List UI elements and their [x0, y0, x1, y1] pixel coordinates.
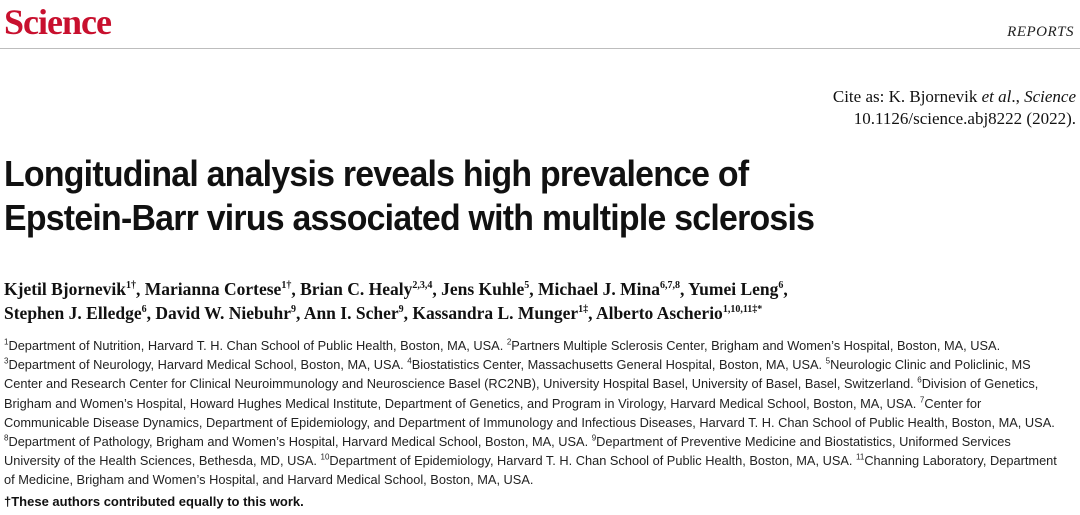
- citation-separator: .,: [1011, 87, 1025, 106]
- affiliation: [4, 434, 592, 449]
- citation-prefix: Cite as: K. Bjornevik: [832, 87, 982, 106]
- affiliation-text: Division of Genetics, Brigham and Women’s Hospital, Howard Hughes Medical Institute, Department of Genetics, and Program in Virology, Harvard Medical School, Boston, MA, USA.: [4, 376, 1039, 411]
- author[interactable]: [155, 303, 296, 323]
- author-affiliation-mark: 6: [141, 304, 147, 316]
- affiliation-text: Center for Communicable Disease Dynamics, Department of Epidemiology, and Department of Immunology and Infectious Diseases, Harvard T. H. Chan School of Public Health, Boston, MA, USA.: [4, 395, 1055, 430]
- author-affiliation-mark: 5: [524, 280, 530, 292]
- affiliation-text: Department of Pathology, Brigham and Women’s Hospital, Harvard Medical School, Boston, MA, USA.: [8, 434, 592, 450]
- affiliation-text: Neurologic Clinic and Policlinic, MS Center and Research Center for Clinical Neuroimmunology and Neuroscience Basel (RC2NB), University Hospital Basel, University of Basel, Basel, Switzerland.: [4, 357, 1031, 392]
- author[interactable]: [441, 279, 529, 299]
- affiliation-text: Partners Multiple Sclerosis Center, Brigham and Women’s Hospital, Boston, MA, USA.: [511, 338, 1001, 353]
- citation: [833, 86, 1076, 130]
- affiliation-number: 10: [320, 452, 330, 462]
- author-list: [4, 277, 1080, 325]
- author-affiliation-mark: 9: [291, 304, 297, 316]
- author-separator: ,: [588, 303, 596, 323]
- title-line-2: Epstein-Barr virus associated with multiple sclerosis: [4, 197, 815, 238]
- affiliation: [407, 357, 825, 372]
- author[interactable]: [145, 279, 292, 299]
- author-name: Michael J. Mina: [538, 279, 661, 299]
- citation-line-1: [833, 86, 1076, 108]
- author[interactable]: [300, 279, 432, 299]
- affiliations: [4, 336, 1066, 490]
- author[interactable]: [538, 279, 680, 299]
- affiliation-number: 6: [917, 376, 922, 386]
- author-name: Alberto Ascherio: [595, 303, 723, 323]
- author-separator: ,: [680, 279, 689, 299]
- affiliation: [507, 338, 1000, 353]
- author-affiliation-mark: 1†: [281, 280, 292, 292]
- author-separator: ,: [291, 279, 301, 299]
- author-affiliation-mark: 1,10,11‡*: [722, 304, 763, 316]
- affiliation-text: Channing Laboratory, Department of Medicine, Brigham and Women’s Hospital, and Harvard Medical School, Boston, MA, USA.: [4, 453, 1057, 488]
- author-name: David W. Niebuhr: [155, 303, 292, 323]
- equal-contribution-note: †These authors contributed equally to this work.: [4, 494, 304, 509]
- affiliation-number: 9: [591, 433, 597, 443]
- author-name: Ann I. Scher: [303, 303, 399, 323]
- author-separator: ,: [403, 303, 413, 323]
- author-name: Marianna Cortese: [144, 279, 282, 299]
- affiliation-text: Department of Neurology, Harvard Medical School, Boston, MA, USA.: [8, 357, 408, 373]
- author-name: Jens Kuhle: [441, 279, 525, 299]
- affiliation-number: 4: [407, 356, 412, 366]
- journal-logo: Science: [4, 2, 111, 42]
- affiliation: [4, 357, 407, 372]
- author[interactable]: [412, 303, 588, 323]
- citation-doi: 10.1126/science.abj8222 (2022).: [853, 109, 1076, 128]
- section-label: REPORTS: [1007, 24, 1074, 40]
- author[interactable]: [596, 303, 762, 323]
- author-affiliation-mark: 2,3,4: [412, 280, 433, 292]
- affiliation-number: 3: [4, 356, 9, 366]
- author-separator: ,: [432, 279, 442, 299]
- header-divider: [0, 48, 1080, 49]
- author-name: Stephen J. Elledge: [4, 303, 142, 323]
- author-name: Yumei Leng: [688, 279, 779, 299]
- affiliation-number: 5: [825, 356, 831, 366]
- author[interactable]: [4, 279, 136, 299]
- affiliation: [321, 453, 856, 468]
- paper-title: [4, 152, 1010, 240]
- citation-etal: et al: [981, 87, 1012, 106]
- author-affiliation-mark: 1†: [126, 280, 136, 292]
- author[interactable]: [4, 303, 147, 323]
- author-separator: ,: [136, 279, 145, 299]
- affiliation-number: 7: [919, 395, 925, 405]
- affiliation-number: 11: [856, 452, 865, 462]
- affiliation: [4, 338, 507, 353]
- author-name: Brian C. Healy: [300, 279, 413, 299]
- author-separator: ,: [783, 279, 788, 299]
- author[interactable]: [688, 279, 783, 299]
- author-affiliation-mark: 6,7,8: [660, 280, 681, 292]
- author-affiliation-mark: 1‡: [578, 304, 589, 316]
- author-separator: ,: [529, 279, 539, 299]
- author-name: Kassandra L. Munger: [412, 303, 579, 323]
- author-affiliation-mark: 6: [778, 280, 784, 292]
- title-line-1: Longitudinal analysis reveals high prevalence of: [4, 153, 749, 194]
- affiliation-text: Department of Nutrition, Harvard T. H. Chan School of Public Health, Boston, MA, USA.: [8, 338, 507, 353]
- author[interactable]: [304, 303, 404, 323]
- author-name: Kjetil Bjornevik: [4, 279, 126, 299]
- affiliation-number: 2: [506, 337, 512, 347]
- affiliation-text: Biostatistics Center, Massachusetts General Hospital, Boston, MA, USA.: [411, 357, 826, 373]
- affiliation-number: 8: [4, 433, 9, 443]
- affiliation-text: Department of Preventive Medicine and Biostatistics, Uniformed Services University of the Health Sciences, Bethesda, MD, USA.: [4, 434, 1011, 469]
- affiliation-number: 1: [4, 337, 9, 347]
- author-affiliation-mark: 9: [398, 304, 404, 316]
- citation-journal: Science: [1024, 87, 1076, 106]
- author-separator: ,: [296, 303, 304, 323]
- author-separator: ,: [146, 303, 156, 323]
- affiliation-text: Department of Epidemiology, Harvard T. H. Chan School of Public Health, Boston, MA, USA.: [329, 453, 856, 469]
